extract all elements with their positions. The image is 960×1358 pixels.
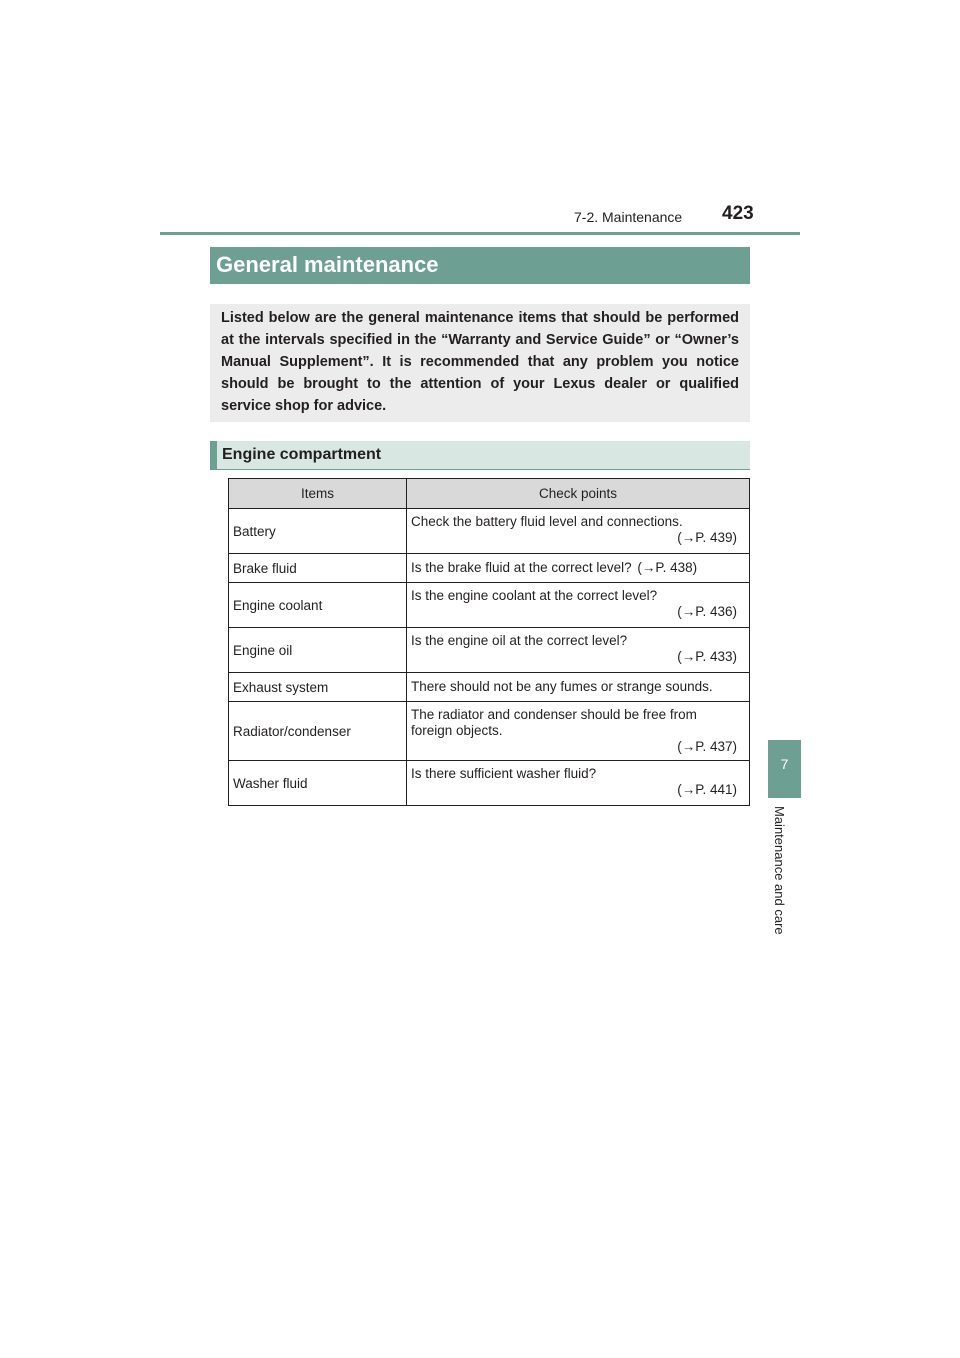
page-reference: (→P. 436): [677, 604, 737, 619]
chapter-tab-number: 7: [780, 756, 789, 772]
row-check-text: There should not be any fumes or strange sounds.: [411, 679, 713, 694]
column-header-items: Items: [229, 479, 407, 509]
row-check-text: Is there sufficient washer fluid?: [411, 766, 597, 781]
table-header-row: [229, 479, 750, 509]
maintenance-table: [228, 478, 750, 806]
row-check: [407, 628, 750, 673]
subsection-title: Engine compartment: [222, 446, 382, 463]
row-check: [407, 509, 750, 554]
column-header-check-points: Check points: [407, 479, 750, 509]
page-reference: (→P. 441): [677, 782, 737, 797]
row-item: Washer fluid: [229, 761, 407, 806]
row-check: [407, 583, 750, 628]
table-row: [229, 761, 750, 806]
header-rule: [160, 232, 800, 235]
row-item: Radiator/condenser: [229, 702, 407, 761]
row-check-text: Check the battery fluid level and connections.: [411, 514, 683, 529]
table-row: [229, 583, 750, 628]
row-check-text: The radiator and condenser should be free from foreign objects.: [411, 707, 697, 738]
table-row: [229, 628, 750, 673]
row-item: Brake fluid: [229, 554, 407, 583]
row-item: Exhaust system: [229, 673, 407, 702]
subsection-accent: [210, 441, 217, 470]
row-check-text: Is the engine coolant at the correct level?: [411, 588, 658, 603]
page-reference: (→P. 433): [677, 649, 737, 664]
row-check-text: Is the engine oil at the correct level?: [411, 633, 628, 648]
row-check: [407, 673, 750, 702]
table-row: [229, 702, 750, 761]
row-item: Engine coolant: [229, 583, 407, 628]
header-section: 7-2. Maintenance: [574, 209, 683, 225]
intro-text: Listed below are the general maintenance items that should be performed at the intervals specified in the “Warranty and Service Guide” or “Owner’s Manual Supplement”. It is recommended that any problem you notice should be brought to the attention of your Lexus dealer or qualified service shop for advice.: [221, 310, 739, 414]
table-row: [229, 509, 750, 554]
page-number: 423: [722, 203, 754, 224]
table-row: [229, 673, 750, 702]
page-reference: (→P. 439): [677, 530, 737, 545]
page-title: General maintenance: [216, 252, 439, 277]
row-item: Engine oil: [229, 628, 407, 673]
row-check-text: Is the brake fluid at the correct level?: [411, 560, 632, 575]
row-item: Battery: [229, 509, 407, 554]
row-check: [407, 761, 750, 806]
row-check: [407, 554, 750, 583]
chapter-tab-label: Maintenance and care: [772, 806, 787, 935]
row-check: [407, 702, 750, 761]
page-reference: (→P. 438): [637, 560, 698, 575]
table-row: [229, 554, 750, 583]
page-reference: (→P. 437): [677, 739, 737, 754]
